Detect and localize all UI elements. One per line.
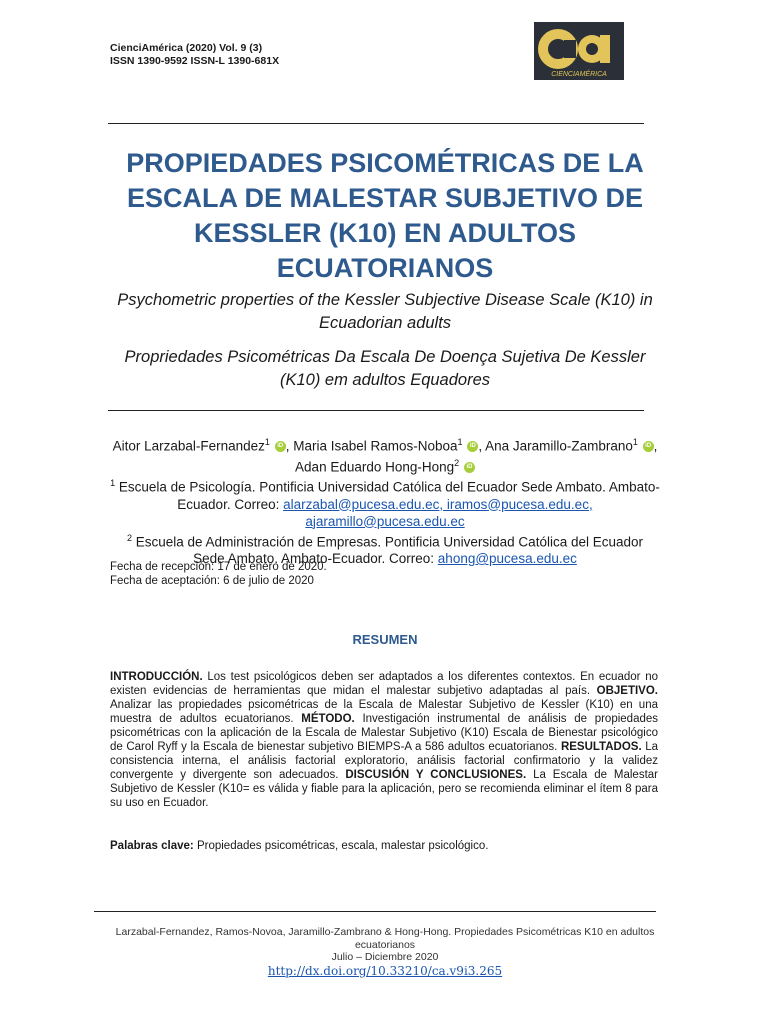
dates-block <box>110 560 327 588</box>
affiliation-1: Escuela de Psicología. Pontificia Universidad Católica del Ecuador Sede Ambato. Ambato-Ecuador. Correo: <box>118 479 660 512</box>
subtitle-english: Psychometric properties of the Kessler Subjective Disease Scale (K10) in Ecuadorian adults <box>117 291 653 332</box>
authors-block: Aitor Larzabal-Fernandez$^1$ iD , Maria Isabel Ramos-Noboa$^1$ iD , Ana Jaramillo-Zambrano$^1$ iD , Adan Eduardo Hong-Hong$^2$ iD $^1$ Escuela de Psicología. Pontificia Universidad Católica del Ecuador Sede Ambato. Ambato-Ecuador. Correo: alarzabal@pucesa.edu.ec, iramos@pucesa.edu.ec, ajaramillo@pucesa.edu.ec $^2$ Escuela de Administración de Empresas. Pontificia Universidad Católica del Ecuador Sede Ambato. Ambato-Ecuador. Correo: ahong@pucesa.edu.ec <box>110 437 660 566</box>
paper-title: PROPIEDADES PSICOMÉTRICAS DE LA ESCALA DE MALESTAR SUBJETIVO DE KESSLER (K10) EN ADULTOS ECUATORIANOS <box>126 148 644 283</box>
affiliation-2-email[interactable]: ahong@pucesa.edu.ec <box>437 551 577 566</box>
footer <box>110 926 660 977</box>
cienciamerica-logo <box>534 22 624 80</box>
intro-text: Los test psicológicos deben ser adaptados a los diferentes contextos. En ecuador no existen evidencias de herramientas que midan el malestar subjetivo adaptadas al país. <box>110 671 658 697</box>
author-name: Maria Isabel Ramos-Noboa <box>293 438 458 454</box>
received-date: Fecha de recepción: 17 de enero de 2020. <box>110 561 327 573</box>
results-label: RESULTADOS. <box>560 741 642 753</box>
orcid-icon[interactable]: iD <box>643 441 654 452</box>
orcid-icon[interactable]: iD <box>467 441 478 452</box>
abstract-text <box>110 670 658 810</box>
journal-volume: CienciAmérica (2020) Vol. 9 (3) <box>110 42 263 54</box>
orcid-icon[interactable]: iD <box>464 462 475 473</box>
affiliation-1-emails[interactable]: alarzabal@pucesa.edu.ec, iramos@pucesa.edu.ec, ajaramillo@pucesa.edu.ec <box>283 496 593 529</box>
keywords-label: Palabras clave: <box>110 840 194 852</box>
orcid-icon[interactable]: iD <box>275 441 286 452</box>
keywords <box>110 839 488 853</box>
doi-link[interactable]: http://dx.doi.org/10.33210/ca.v9i3.265 <box>267 963 503 978</box>
journal-info <box>110 42 279 68</box>
keywords-text: Propiedades psicométricas, escala, malestar psicológico. <box>193 840 489 852</box>
footer-rule <box>94 911 656 912</box>
header-rule <box>108 123 644 124</box>
journal-issn: ISSN 1390-9592 ISSN-L 1390-681X <box>110 55 280 67</box>
accepted-date: Fecha de aceptación: 6 de julio de 2020 <box>110 575 314 587</box>
logo-caption: CIENCIAMÉRICA <box>551 71 607 78</box>
intro-label: INTRODUCCIÓN. <box>110 671 203 683</box>
discussion-label: DISCUSIÓN Y CONCLUSIONES. <box>345 769 527 781</box>
discussion-text: La Escala de Malestar Subjetivo de Kessler (K10= es válida y fiable para la aplicación, pero se recomienda eliminar el ítem 8 para su uso en Ecuador. <box>110 769 659 809</box>
author-name: Ana Jaramillo-Zambrano <box>485 438 633 454</box>
abstract-heading: RESUMEN <box>352 632 418 647</box>
subtitle-portuguese: Propriedades Psicométricas Da Escala De Doença Sujetiva De Kessler (K10) em adultos Equadores <box>124 348 646 389</box>
author-name: Adan Eduardo Hong-Hong <box>295 459 455 474</box>
method-label: MÉTODO. <box>301 713 355 725</box>
author-name: Aitor Larzabal-Fernandez <box>112 438 265 454</box>
footer-period: Julio – Diciembre 2020 <box>331 951 439 963</box>
method-text: Investigación instrumental de análisis de propiedades psicométricas con la aplicación de la Escala de Malestar Subjetivo (K10) Escala de Bienestar psicológico de Carol Ryff y la Escala de bienestar subjetivo BIEMPS-A a 586 adultos ecuatorianos. <box>110 713 658 753</box>
objective-text: Analizar las propiedades psicométricas de la Escala de Malestar Subjetivo de Kessler (K10) en una muestra de adultos ecuatorianos. <box>110 699 658 725</box>
affiliation-2: Escuela de Administración de Empresas. Pontificia Universidad Católica del Ecuador Sede Ambato. Ambato-Ecuador. Correo: <box>135 534 644 566</box>
title-rule <box>108 410 644 411</box>
results-text: La consistencia interna, el análisis factorial exploratorio, análisis factorial confirmatorio y la validez convergente y divergente son adecuados. <box>110 741 658 781</box>
footer-citation: Larzabal-Fernandez, Ramos-Novoa, Jaramillo-Zambrano & Hong-Hong. Propiedades Psicométricas K10 en adultos ecuatorianos <box>115 926 655 951</box>
objective-label: OBJETIVO. <box>596 685 658 697</box>
